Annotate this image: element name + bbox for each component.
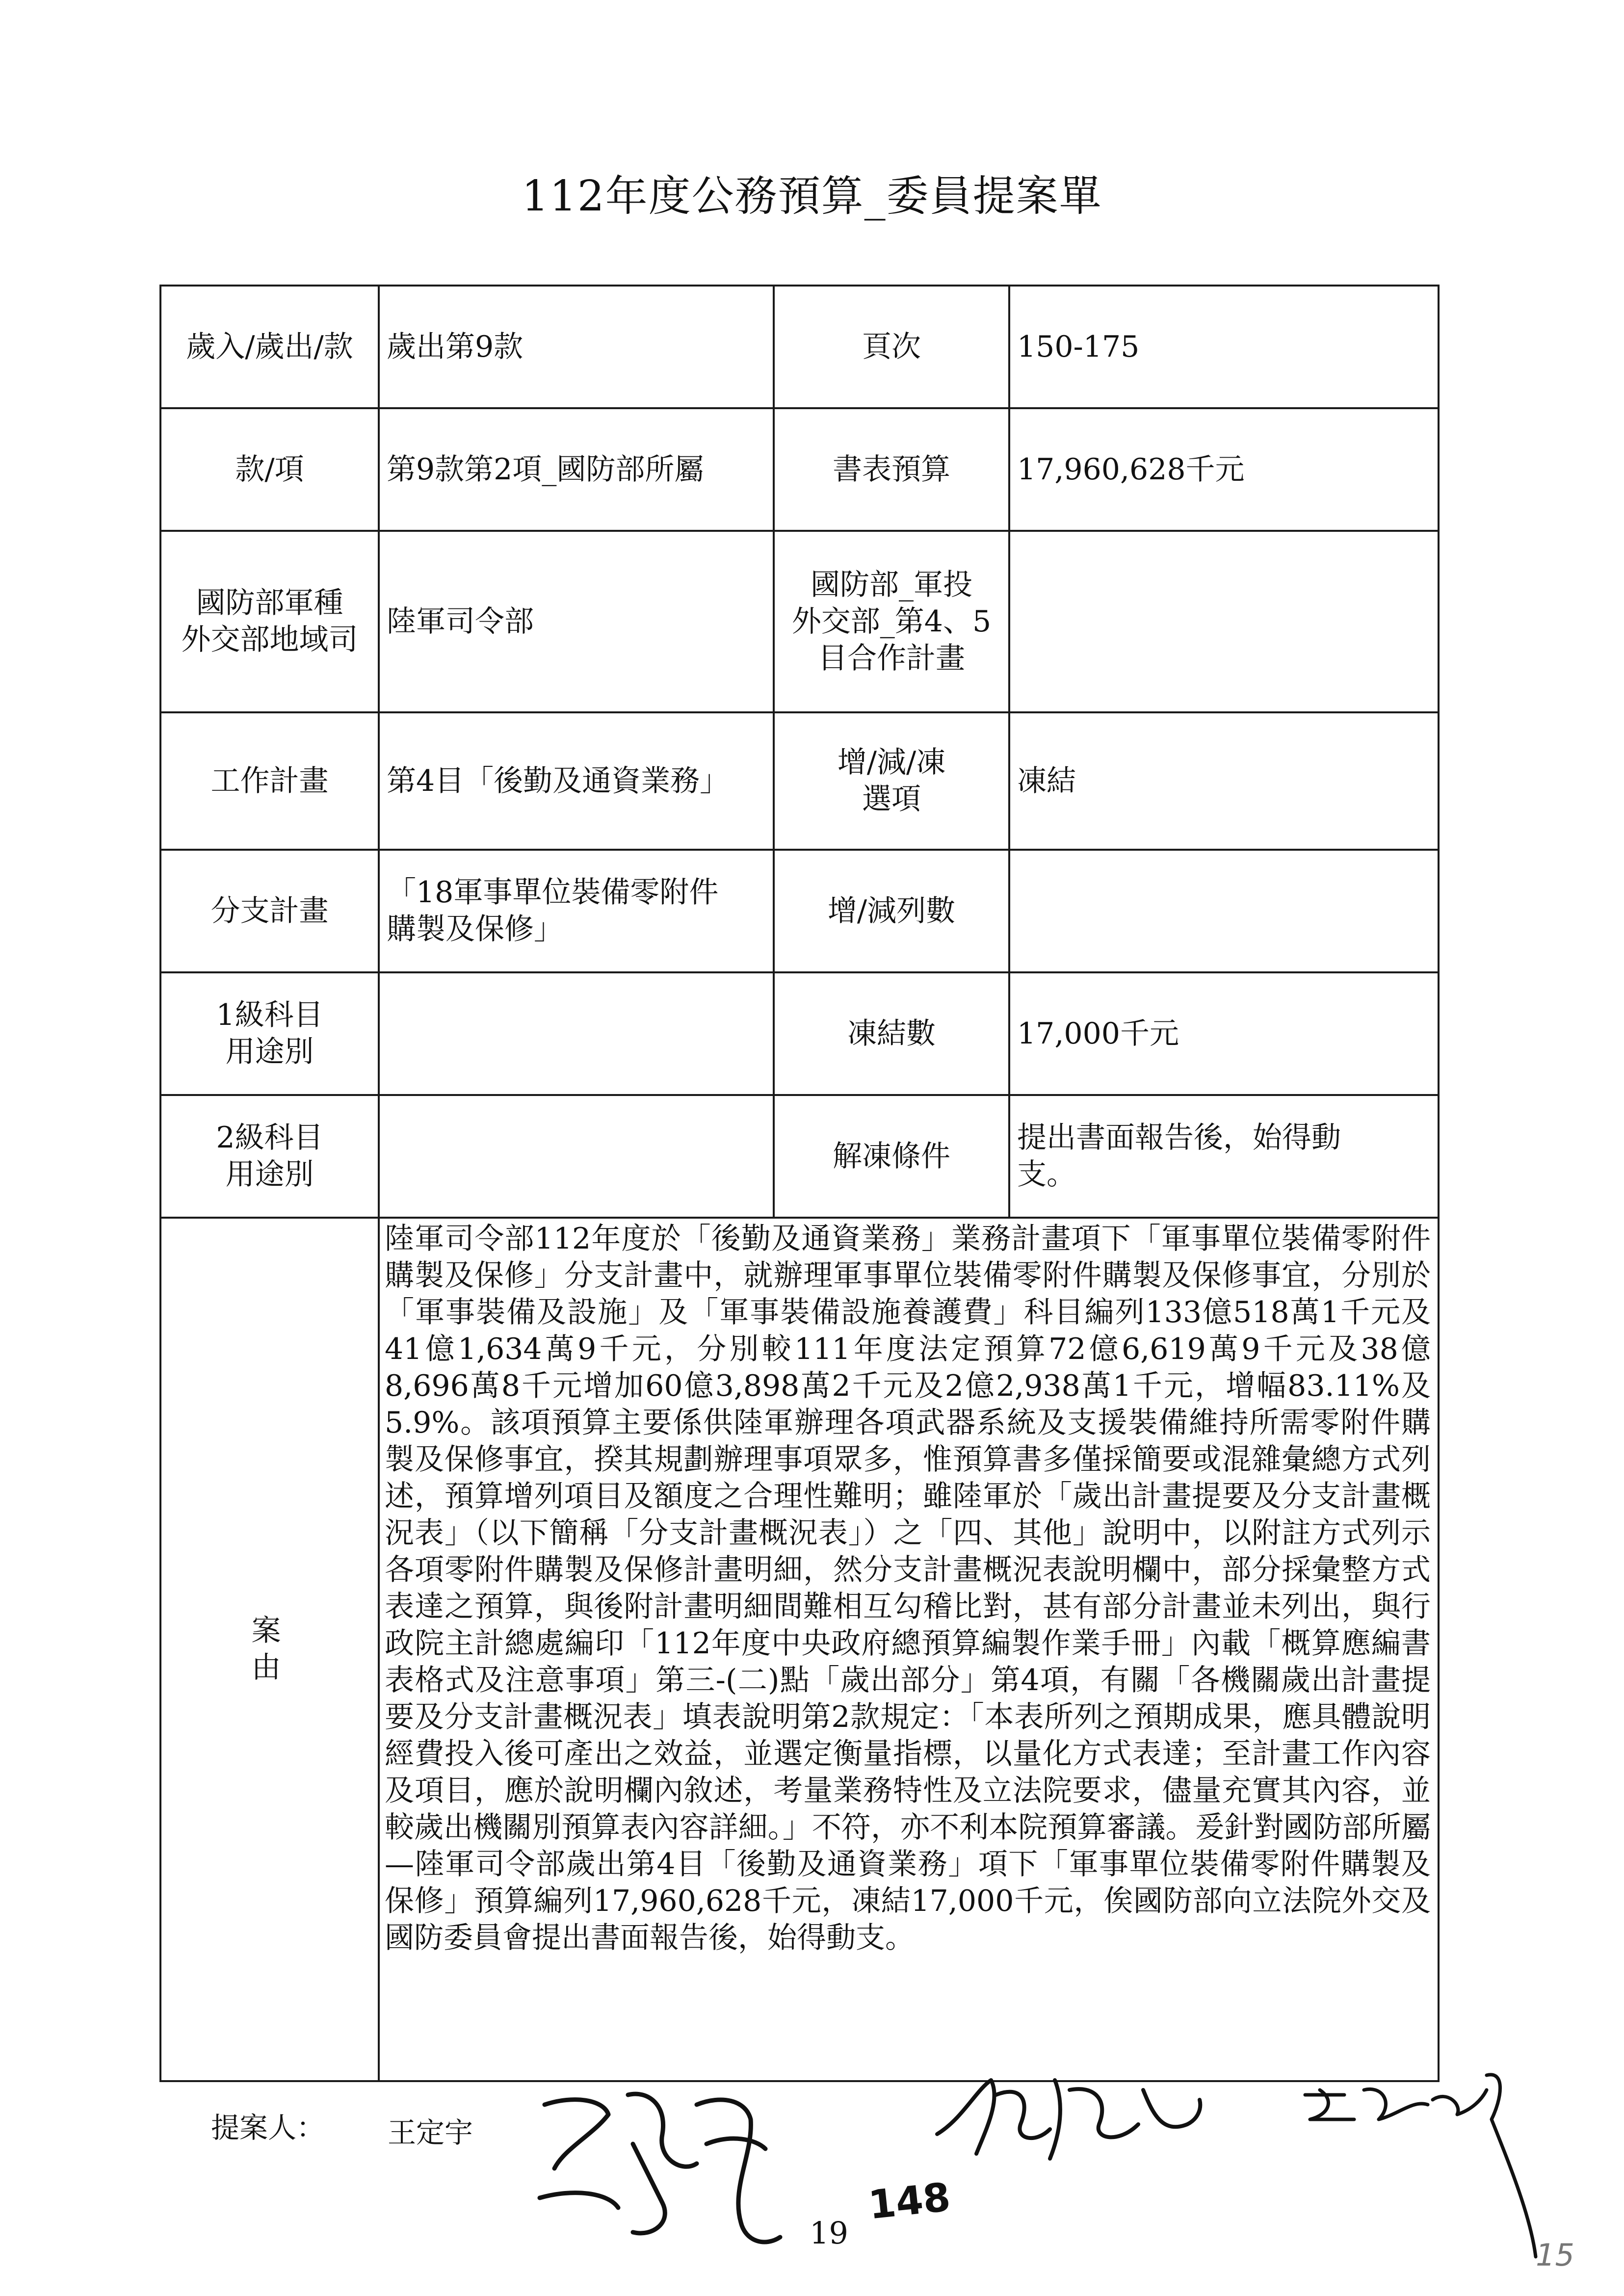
value-option: 凍結 [1009, 712, 1439, 850]
value-section: 第9款第2項_國防部所屬 [379, 408, 774, 531]
row-work-plan [160, 712, 1439, 850]
signature-1 [535, 2075, 810, 2262]
signature-3 [1300, 2061, 1555, 2267]
value-freeze-amount: 17,000千元 [1009, 972, 1439, 1095]
row-reason [160, 1218, 1439, 2081]
label-unfreeze-condition: 解凍條件 [774, 1095, 1009, 1218]
row-section [160, 408, 1439, 531]
value-level2-subject [379, 1095, 774, 1218]
label-category: 歲入/歲出/款 [160, 286, 379, 408]
corner-number: 15 [1536, 2237, 1574, 2273]
proposal-form-table [159, 285, 1440, 2082]
handwritten-number: 148 [866, 2174, 953, 2228]
value-cooperation-plan [1009, 531, 1439, 712]
label-section: 款/項 [160, 408, 379, 531]
row-level2-subject [160, 1095, 1439, 1218]
reason-text: 陸軍司令部112年度於「後勤及通資業務」業務計畫項下「軍事單位裝備零附件購製及保修」分支計畫中，就辦理軍事單位裝備零附件購製及保修事宜，分別於「軍事裝備及設施」及「軍事裝備設施養護費」科目編列133億518萬1千元及41億1,634萬9千元，分別較111年度法定預算72億6,619萬9千元及38億8,696萬8千元增加60億3,898萬2千元及2億2,938萬1千元，增幅83.11%及5.9%。該項預算主要係供陸軍辦理各項武器系統及支援裝備維持所需零附件購製及保修事宜，揆其規劃辦理事項眾多，惟預算書多僅採簡要或混雜彙總方式列述，預算增列項目及額度之合理性難明；雖陸軍於「歲出計畫提要及分支計畫概況表」（以下簡稱「分支計畫概況表」）之「四、其他」說明中，以附註方式列示各項零附件購製及保修計畫明細，然分支計畫概況表說明欄中，部分採彙整方式表達之預算，與後附計畫明細間難相互勾稽比對，甚有部分計畫並未列出，與行政院主計總處編印「112年度中央政府總預算編製作業手冊」內載「概算應編書表格式及注意事項」第三-(二)點「歲出部分」第4項，有關「各機關歲出計畫提要及分支計畫概況表」填表說明第2款規定：「本表所列之預期成果，應具體說明經費投入後可產出之效益，並選定衡量指標，以量化方式表達；至計畫工作內容及項目，應於說明欄內敘述，考量業務特性及立法院要求，儘量充實其內容，並較歲出機關別預算表內容詳細。」不符，亦不利本院預算審議。爰針對國防部所屬—陸軍司令部歲出第4目「後勤及通資業務」項下「軍事單位裝備零附件購製及保修」預算編列17,960,628千元，凍結17,000千元，俟國防部向立法院外交及國防委員會提出書面報告後，始得動支。 [379, 1218, 1439, 2081]
label-change-amount: 增/減列數 [774, 850, 1009, 972]
value-category: 歲出第9款 [379, 286, 774, 408]
row-branch-plan [160, 850, 1439, 972]
value-work-plan: 第4目「後勤及通資業務」 [379, 712, 774, 850]
label-work-plan: 工作計畫 [160, 712, 379, 850]
row-category [160, 286, 1439, 408]
label-freeze-amount: 凍結數 [774, 972, 1009, 1095]
label-budget: 書表預算 [774, 408, 1009, 531]
value-change-amount [1009, 850, 1439, 972]
row-level1-subject [160, 972, 1439, 1095]
value-level1-subject [379, 972, 774, 1095]
label-level1-subject: 1級科目 用途別 [160, 972, 379, 1095]
value-unfreeze-condition: 提出書面報告後，始得動 支。 [1009, 1095, 1439, 1218]
label-reason: 案由 [160, 1218, 379, 2081]
proposer-label: 提案人： [211, 2111, 325, 2144]
page-number: 19 [810, 2215, 848, 2251]
label-branch-plan: 分支計畫 [160, 850, 379, 972]
value-page: 150-175 [1009, 286, 1439, 408]
value-agency: 陸軍司令部 [379, 531, 774, 712]
value-branch-plan: 「18軍事單位裝備零附件 購製及保修」 [379, 850, 774, 972]
label-page: 頁次 [774, 286, 1009, 408]
signature-2 [932, 2061, 1207, 2173]
document-title: 112年度公務預算_委員提案單 [522, 172, 1102, 221]
label-agency: 國防部軍種 外交部地域司 [160, 531, 379, 712]
value-budget: 17,960,628千元 [1009, 408, 1439, 531]
label-cooperation-plan: 國防部_軍投 外交部_第4、5 目合作計畫 [774, 531, 1009, 712]
proposer-name: 王定宇 [388, 2116, 473, 2149]
row-agency [160, 531, 1439, 712]
label-level2-subject: 2級科目 用途別 [160, 1095, 379, 1218]
label-option: 增/減/凍 選項 [774, 712, 1009, 850]
